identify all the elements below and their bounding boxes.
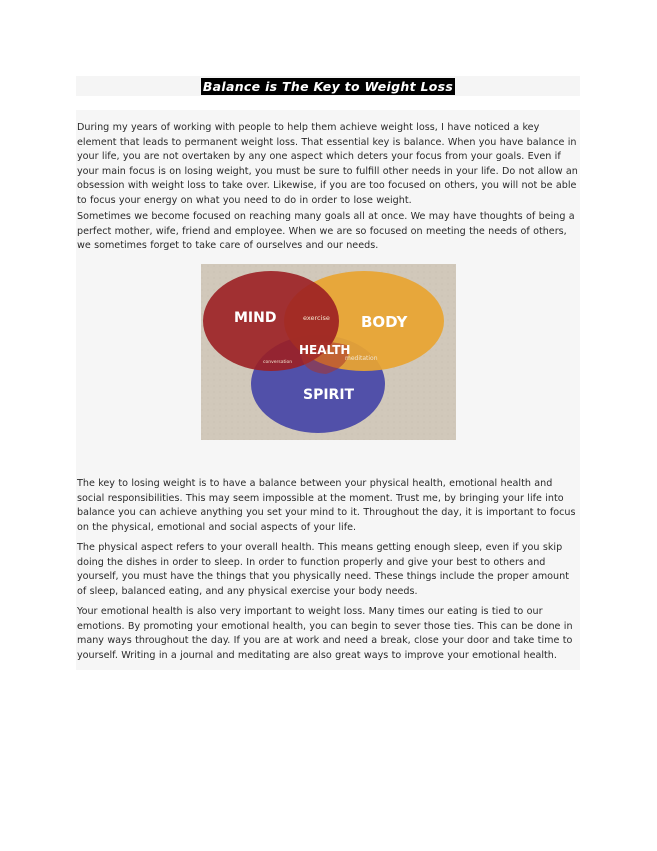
title-bar: [76, 76, 580, 96]
page-title: Balance is The Key to Weight Loss: [202, 78, 454, 94]
body-label: BODY: [361, 313, 408, 331]
paragraph-1: During my years of working with people to help them achieve weight loss, I have noticed a key element that leads to permanent weight loss. That essential key is balance. When you have balance in your life, you are not overtaken by any one aspect which deters your focus from your goals. Even if your main focus is on losing weight, you must be sure to fulfill other needs in your life. Do not allow an obsession with weight loss to take over. Likewise, if you are too focused on others, you will not be able to focus your energy on what you need to do in order to lose weight.: [77, 122, 578, 206]
paragraph-2: Sometimes we become focused on reaching many goals all at once. We may have thoughts of being a perfect mother, wife, friend and employee. When we are so focused on meeting the needs of others, we sometimes forget to take care of ourselves and our needs.: [77, 211, 575, 252]
meditation-label: meditation: [345, 355, 378, 362]
spirit-label: SPIRIT: [303, 387, 355, 403]
health-label: HEALTH: [299, 343, 351, 357]
exercise-label: exercise: [303, 314, 330, 322]
paragraph-5: Your emotional health is also very important to weight loss. Many times our eating is tied to our emotions. By promoting your emotional health, you can begin to sever those ties. This can be done in many ways throughout the day. If you are at work and need a break, close your door and take time to yourself. Writing in a journal and meditating are also great ways to improve your emotional health.: [77, 606, 573, 661]
conversation-label: conversation: [263, 360, 293, 365]
health-venn-diagram: [201, 264, 456, 440]
paragraph-3: The key to losing weight is to have a balance between your physical health, emotional health and social responsibilities. This may seem impossible at the moment. Trust me, by bringing your life into balance you can achieve anything you set your mind to it. Throughout the day, it is important to focus on the physical, emotional and social aspects of your life.: [77, 478, 576, 533]
paragraph-4: The physical aspect refers to your overall health. This means getting enough sleep, even if you skip doing the dishes in order to sleep. In order to function properly and give your best to others and yourself, you must have the things that you physically need. These things include the proper amount of sleep, balanced eating, and any physical exercise your body needs.: [77, 542, 569, 597]
mind-label: MIND: [234, 310, 277, 326]
